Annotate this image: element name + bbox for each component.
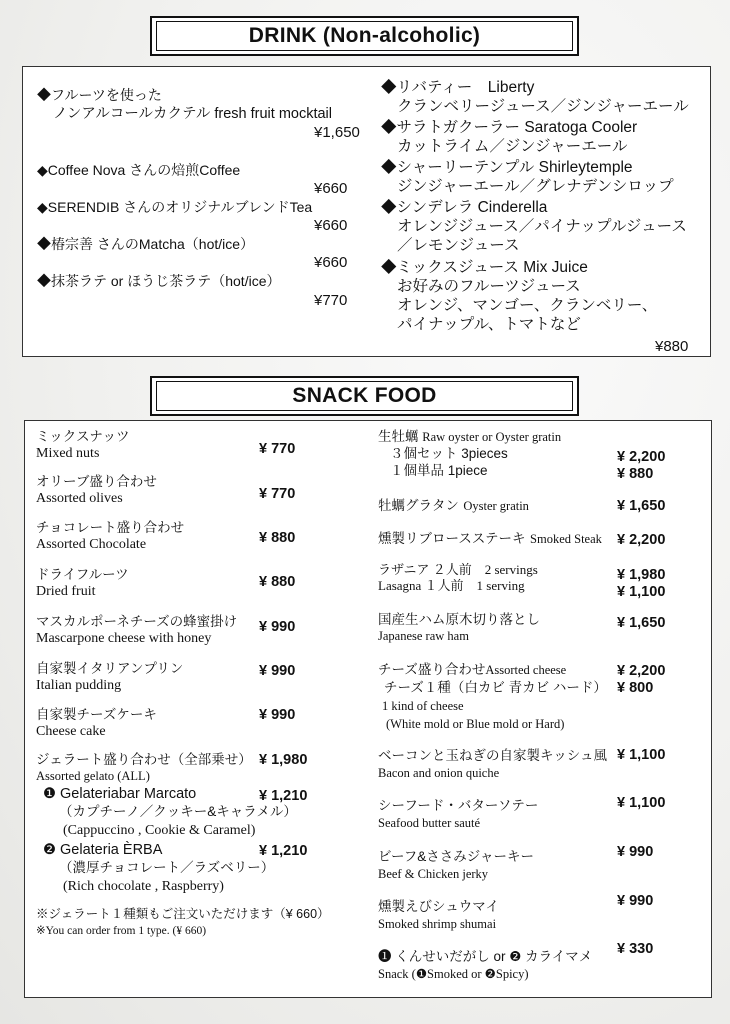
cheese-option-en: 1 kind of cheese bbox=[382, 699, 464, 713]
item-name-en: Japanese raw ham bbox=[378, 629, 469, 643]
item-price: ¥ 2,200 bbox=[617, 532, 666, 548]
item-name-en: Mixed nuts bbox=[36, 446, 100, 461]
item-price: ¥ 990 bbox=[259, 707, 296, 723]
item-name-jp: 自家製チーズケーキ bbox=[36, 707, 157, 722]
drink-price: ¥660 bbox=[314, 217, 348, 234]
drink-price: ¥1,650 bbox=[314, 124, 360, 141]
gelato-option-2 bbox=[43, 841, 274, 895]
item-price: ¥ 2,200 bbox=[617, 663, 666, 679]
item-price: ¥ 1,210 bbox=[259, 788, 308, 804]
lasagna-option-1: Lasagna １人前 1 serving bbox=[378, 578, 525, 593]
item-name-en: Mascarpone cheese with honey bbox=[36, 631, 212, 646]
drink-price: ¥770 bbox=[314, 292, 348, 309]
item-name-en: Oyster gratin bbox=[463, 499, 529, 513]
item-price: ¥ 330 bbox=[617, 941, 654, 957]
item-price: ¥ 2,200 bbox=[617, 449, 666, 465]
drink-item-label: ノンアルコールカクテル fresh fruit mocktail bbox=[53, 106, 332, 122]
drink-item-desc: ／レモンジュース bbox=[397, 237, 520, 254]
drink-item-latte: ◆抹茶ラテ or ほうじ茶ラテ（hot/ice） bbox=[37, 273, 281, 289]
item-price: ¥ 1,650 bbox=[617, 615, 666, 631]
item-name-jp: マスカルポーネチーズの蜂蜜掛け bbox=[36, 614, 238, 629]
item-name-jp: シーフード・バターソテー bbox=[378, 798, 539, 813]
menu-item-raw-ham bbox=[378, 611, 540, 644]
item-name-jp: 自家製イタリアンプリン bbox=[36, 661, 184, 676]
item-name-jp: 燻製リブロースステーキ bbox=[378, 531, 526, 546]
item-name-en: Italian pudding bbox=[36, 678, 122, 693]
menu-item-shumai bbox=[378, 898, 499, 932]
item-price: ¥ 1,100 bbox=[617, 795, 666, 811]
item-name-en: Assorted Chocolate bbox=[36, 537, 147, 552]
cheese-option-detail: (White mold or Blue mold or Hard) bbox=[386, 717, 565, 731]
drink-price: ¥660 bbox=[314, 180, 348, 197]
item-name-en: Cheese cake bbox=[36, 724, 106, 739]
menu-item-seafood bbox=[378, 797, 538, 831]
drink-item-desc: ジンジャーエール／グレナデンシロップ bbox=[397, 178, 674, 195]
item-name-en: Bacon and onion quiche bbox=[378, 766, 500, 780]
option-desc-jp: （カプチーノ／クッキー&キャラメル） bbox=[59, 804, 297, 819]
item-price: ¥ 1,100 bbox=[617, 747, 666, 763]
drink-item-desc: お好みのフルーツジュース bbox=[397, 278, 581, 295]
drink-item-mixjuice bbox=[381, 258, 657, 334]
item-name-en: Seafood butter sauté bbox=[378, 816, 481, 830]
drink-title: DRINK (Non-alcoholic) bbox=[156, 21, 573, 51]
snack-title: SNACK FOOD bbox=[156, 381, 573, 411]
option-name: ❶ Gelateriabar Marcato bbox=[43, 786, 197, 802]
cheese-option-jp: チーズ１種（白カビ 青カビ ハード） bbox=[384, 680, 607, 695]
drink-item-cinderella bbox=[381, 198, 687, 255]
drink-item-coffee: ◆Coffee Nova さんの焙煎Coffee bbox=[37, 162, 241, 178]
oyster-option-single: １個単品 1piece bbox=[390, 463, 488, 478]
menu-item-jerky bbox=[378, 848, 534, 882]
item-name-jp: 牡蠣グラタン bbox=[378, 498, 459, 513]
item-price: ¥ 770 bbox=[259, 441, 296, 457]
item-name-jp: チョコレート盛り合わせ bbox=[36, 520, 185, 535]
snack-title-box bbox=[150, 376, 579, 416]
item-price: ¥ 990 bbox=[259, 663, 296, 679]
drink-item-saratoga bbox=[381, 118, 637, 156]
item-name-jp: 生牡蠣 bbox=[378, 429, 419, 444]
drink-item-matcha: ◆椿宗善 さんのMatcha（hot/ice） bbox=[37, 236, 255, 252]
item-name-jp: ベーコンと玉ねぎの自家製キッシュ風 bbox=[378, 748, 607, 763]
drink-title-box bbox=[150, 16, 579, 56]
item-price: ¥ 880 bbox=[617, 466, 654, 482]
menu-item-mixed-nuts bbox=[36, 428, 130, 462]
drink-item-desc: パイナップル、トマトなど bbox=[397, 316, 581, 333]
drink-price: ¥660 bbox=[314, 254, 348, 271]
item-name-en: Smoked shrimp shumai bbox=[378, 917, 497, 931]
lasagna-option-2: ラザニア ２人前 2 servings bbox=[378, 562, 538, 577]
option-desc-jp: （濃厚チョコレート／ラズベリー） bbox=[59, 860, 275, 875]
menu-item-pudding bbox=[36, 660, 183, 694]
item-name-en: Beef & Chicken jerky bbox=[378, 867, 489, 881]
drink-item-desc: クランベリージュース／ジンジャーエール bbox=[397, 98, 689, 115]
item-name-jp: ジェラート盛り合わせ（全部乗せ） bbox=[36, 752, 252, 767]
gelato-note bbox=[36, 906, 330, 939]
item-name-jp: ミックスナッツ bbox=[36, 429, 130, 444]
drink-item-name: ◆シャーリーテンプル Shirleytemple bbox=[381, 159, 633, 176]
menu-item-oyster-gratin bbox=[378, 497, 529, 515]
drink-item-desc: オレンジジュース／パイナップルジュース bbox=[397, 218, 687, 235]
menu-item-dried-fruit bbox=[36, 566, 129, 600]
menu-item-lasagna bbox=[378, 562, 538, 594]
note-jp: ※ジェラート１種類もご注文いただけます（¥ 660） bbox=[36, 907, 330, 921]
menu-item-mascarpone bbox=[36, 613, 237, 647]
item-name-en: Assorted cheese bbox=[485, 663, 567, 677]
drink-item-mocktail bbox=[37, 87, 332, 123]
drink-item-name: ◆リバティー Liberty bbox=[381, 79, 535, 96]
drink-item-name: ◆ミックスジュース Mix Juice bbox=[381, 259, 588, 276]
item-price: ¥ 880 bbox=[259, 574, 296, 590]
drink-item-desc: オレンジ、マンゴー、クランベリー、 bbox=[397, 297, 658, 314]
item-name-jp: ビーフ&ささみジャーキー bbox=[378, 849, 535, 864]
menu-item-snack bbox=[378, 948, 592, 982]
drink-item-tea: ◆SERENDIB さんのオリジナルブレンドTea bbox=[37, 199, 313, 215]
menu-item-oyster bbox=[378, 428, 561, 479]
item-price: ¥ 1,650 bbox=[617, 498, 666, 514]
item-price: ¥ 800 bbox=[617, 680, 654, 696]
item-price: ¥ 1,980 bbox=[617, 567, 666, 583]
drink-item-label: ◆フルーツを使った bbox=[37, 87, 162, 103]
drink-price: ¥880 bbox=[655, 338, 689, 355]
item-price: ¥ 1,100 bbox=[617, 584, 666, 600]
menu-item-olives bbox=[36, 473, 157, 507]
item-name-en: Assorted olives bbox=[36, 491, 123, 506]
menu-item-chocolate bbox=[36, 519, 184, 553]
item-name-en: Snack (❶Smoked or ❷Spicy) bbox=[378, 967, 529, 981]
item-name-en: Raw oyster or Oyster gratin bbox=[422, 430, 562, 444]
item-price: ¥ 880 bbox=[259, 530, 296, 546]
item-price: ¥ 990 bbox=[617, 893, 654, 909]
menu-item-gelato bbox=[36, 751, 252, 784]
item-name-jp: 燻製えびシュウマイ bbox=[378, 899, 499, 914]
item-price: ¥ 990 bbox=[617, 844, 654, 860]
menu-item-steak bbox=[378, 530, 602, 548]
drink-item-desc: カットライム／ジンジャーエール bbox=[397, 138, 628, 155]
menu-item-cheesecake bbox=[36, 706, 157, 740]
item-price: ¥ 770 bbox=[259, 486, 296, 502]
note-en: ※You can order from 1 type. (¥ 660) bbox=[36, 925, 207, 937]
oyster-option-set: ３個セット 3pieces bbox=[390, 446, 508, 461]
drink-panel bbox=[22, 66, 711, 357]
drink-item-name: ◆シンデレラ Cinderella bbox=[381, 199, 548, 216]
option-name: ❷ Gelateria ÈRBA bbox=[43, 842, 163, 858]
option-desc-en: (Cappuccino , Cookie & Caramel) bbox=[63, 823, 256, 838]
item-price: ¥ 1,210 bbox=[259, 843, 308, 859]
drink-item-name: ◆サラトガクーラー Saratoga Cooler bbox=[381, 119, 638, 136]
snack-panel bbox=[24, 420, 712, 998]
drink-item-shirleytemple bbox=[381, 158, 674, 196]
item-name-en: Smoked Steak bbox=[530, 532, 602, 546]
item-name-en: Dried fruit bbox=[36, 584, 96, 599]
item-name-jp: オリーブ盛り合わせ bbox=[36, 474, 157, 489]
item-name-jp: 国産生ハム原木切り落とし bbox=[378, 612, 540, 627]
item-name-jp: ドライフルーツ bbox=[36, 567, 129, 582]
item-price: ¥ 990 bbox=[259, 619, 296, 635]
menu-item-cheese bbox=[378, 661, 607, 732]
item-name-jp: チーズ盛り合わせ bbox=[378, 662, 486, 677]
item-name-jp: ❶ くんせいだがし or ❷ カライマメ bbox=[378, 949, 593, 964]
item-name-en: Assorted gelato (ALL) bbox=[36, 769, 150, 783]
drink-item-liberty bbox=[381, 78, 689, 116]
option-desc-en: (Rich chocolate , Raspberry) bbox=[63, 879, 224, 894]
menu-item-quiche bbox=[378, 747, 607, 781]
item-price: ¥ 1,980 bbox=[259, 752, 308, 768]
